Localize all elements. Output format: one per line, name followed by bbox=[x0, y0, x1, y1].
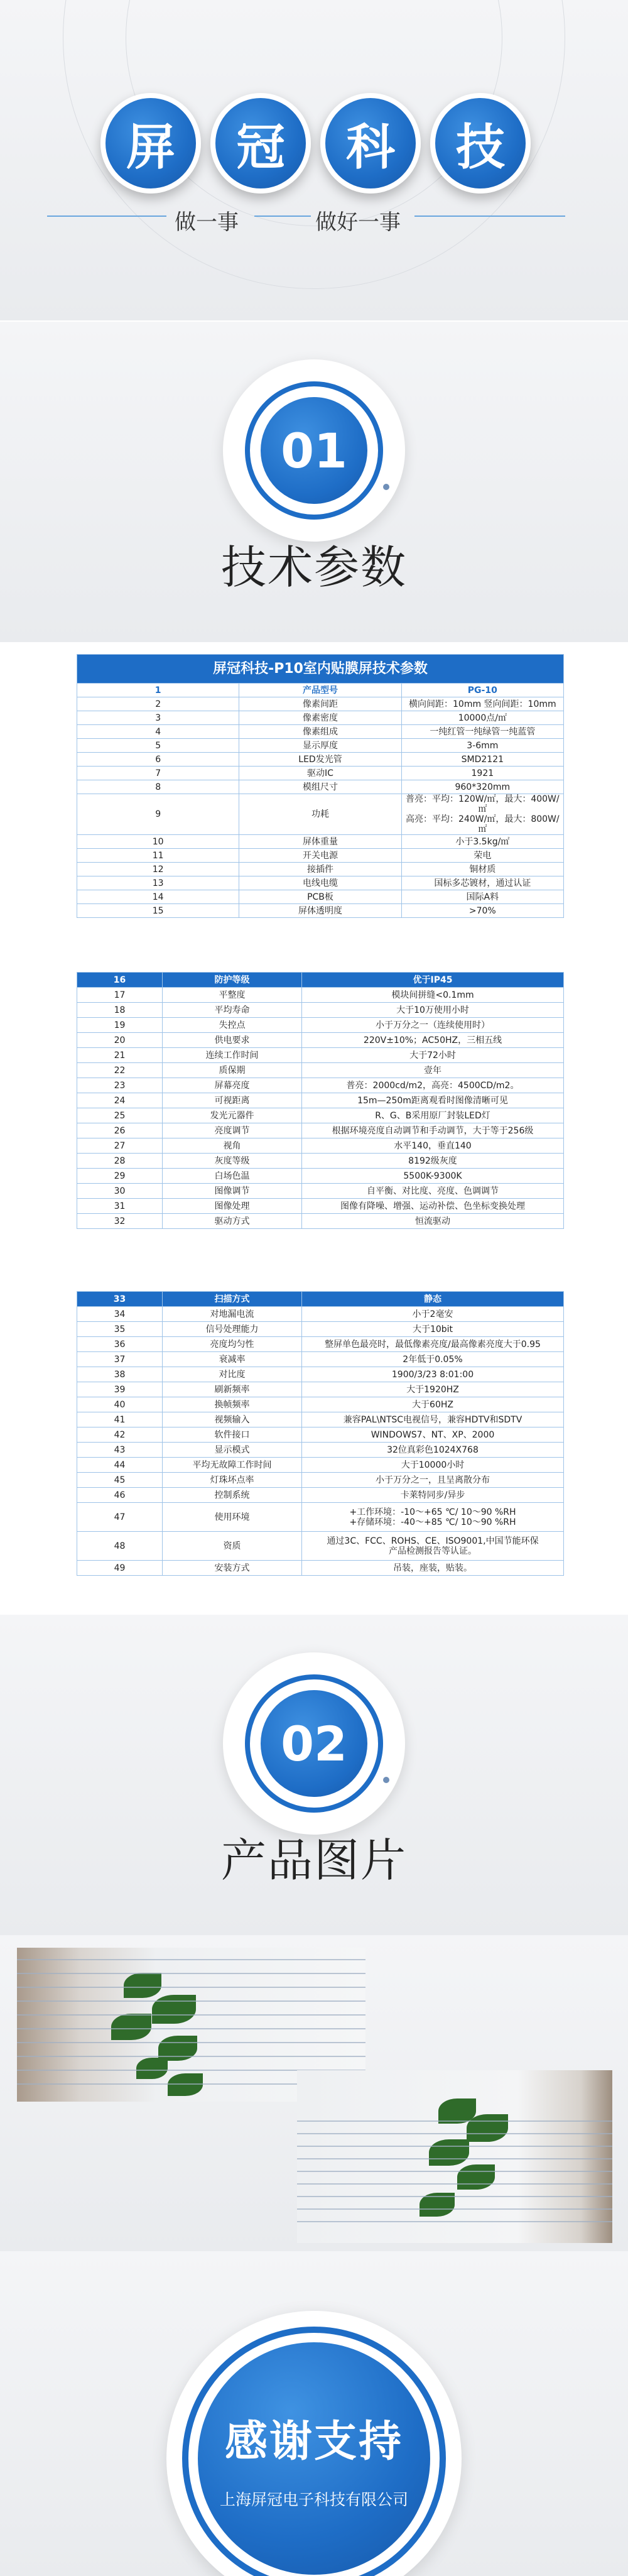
table-row bbox=[77, 890, 564, 904]
table-cell: 小于3.5kg/㎡ bbox=[401, 835, 563, 849]
table-row bbox=[77, 711, 564, 725]
badge-ring bbox=[245, 1674, 383, 1813]
table-cell: 图像有降噪、增强、运动补偿、色坐标变换处理 bbox=[302, 1199, 564, 1214]
table-row bbox=[77, 697, 564, 711]
table-cell: 图像处理 bbox=[163, 1199, 302, 1214]
table-cell: 39 bbox=[77, 1382, 163, 1397]
table-cell: 平均寿命 bbox=[163, 1003, 302, 1018]
table-row bbox=[77, 1138, 564, 1154]
table-cell: 自平衡、对比度、亮度、色调调节 bbox=[302, 1184, 564, 1199]
table-cell: 安装方式 bbox=[163, 1561, 302, 1576]
table-cell: 像素组成 bbox=[239, 725, 401, 739]
table-cell: 46 bbox=[77, 1488, 163, 1503]
table-row bbox=[77, 1443, 564, 1458]
brand-char: 技 bbox=[455, 119, 505, 176]
slogan-2: 做好一事 bbox=[315, 210, 401, 235]
table-cell: 大于10bit bbox=[302, 1322, 564, 1337]
table-cell: 使用环境 bbox=[163, 1503, 302, 1532]
table-cell: 1900/3/23 8:01:00 bbox=[302, 1367, 564, 1382]
table-cell: 4 bbox=[77, 725, 239, 739]
plant-leaf bbox=[168, 2073, 203, 2096]
table-cell: 48 bbox=[77, 1532, 163, 1561]
brand-char: 科 bbox=[345, 119, 395, 176]
table-row bbox=[77, 1048, 564, 1063]
table-cell: 亮度均匀性 bbox=[163, 1337, 302, 1352]
table-row bbox=[77, 1337, 564, 1352]
table-cell: 42 bbox=[77, 1427, 163, 1443]
table-cell: 17 bbox=[77, 988, 163, 1003]
table-row bbox=[77, 1473, 564, 1488]
table-cell: 30 bbox=[77, 1184, 163, 1199]
badge-ring bbox=[245, 381, 383, 520]
table-cell: 电线电缆 bbox=[239, 876, 401, 890]
table-cell: 28 bbox=[77, 1154, 163, 1169]
table-cell: 14 bbox=[77, 890, 239, 904]
table-cell: 图像调节 bbox=[163, 1184, 302, 1199]
divider-line bbox=[47, 216, 166, 217]
table-cell: 11 bbox=[77, 849, 239, 863]
table-cell: 吊装，座装，贴装。 bbox=[302, 1561, 564, 1576]
table-cell: +工作环境：-10～+65 ℃/ 10～90 %RH +存储环境：-40～+85 ℃/ 10～90 %RH bbox=[302, 1503, 564, 1532]
table-cell: 6 bbox=[77, 753, 239, 767]
table-row bbox=[77, 1199, 564, 1214]
table-cell: 功耗 bbox=[239, 794, 401, 835]
table-cell: 发光元器件 bbox=[163, 1108, 302, 1123]
table-cell: 显示厚度 bbox=[239, 739, 401, 753]
footer-section bbox=[0, 2251, 628, 2576]
table-cell: 扫描方式 bbox=[163, 1292, 302, 1307]
table-cell: 水平140，垂直140 bbox=[302, 1138, 564, 1154]
decor-dot bbox=[383, 1777, 389, 1783]
film-line bbox=[297, 2171, 612, 2172]
table-row bbox=[77, 794, 564, 835]
table-cell: 34 bbox=[77, 1307, 163, 1322]
table-row bbox=[77, 1458, 564, 1473]
table-row bbox=[77, 767, 564, 780]
film-line bbox=[17, 2028, 365, 2029]
table-row bbox=[77, 1093, 564, 1108]
table-row bbox=[77, 1018, 564, 1033]
plant-leaf bbox=[429, 2139, 469, 2166]
badge-ring bbox=[182, 2327, 446, 2576]
table-row bbox=[77, 835, 564, 849]
table-row bbox=[77, 1078, 564, 1093]
table-cell: 22 bbox=[77, 1063, 163, 1078]
table-cell: 壹年 bbox=[302, 1063, 564, 1078]
table-cell: 横向间距：10mm 竖向间距：10mm bbox=[401, 697, 563, 711]
brand-char: 屏 bbox=[126, 119, 175, 176]
table-row bbox=[77, 780, 564, 794]
table-cell: 36 bbox=[77, 1337, 163, 1352]
table-cell: >70% bbox=[401, 904, 563, 918]
table-cell: WINDOWS7、NT、XP、2000 bbox=[302, 1427, 564, 1443]
table-cell: 10 bbox=[77, 835, 239, 849]
plant-leaf bbox=[158, 2036, 197, 2061]
table-row bbox=[77, 876, 564, 890]
table-cell: 2年低于0.05% bbox=[302, 1352, 564, 1367]
table-cell: 模组尺寸 bbox=[239, 780, 401, 794]
table-cell: 视频输入 bbox=[163, 1412, 302, 1427]
film-line bbox=[297, 2183, 612, 2185]
table-cell: 普亮：平均：120W/㎡，最大：400W/㎡ 高亮：平均：240W/㎡，最大：800W/㎡ bbox=[401, 794, 563, 835]
table-cell: 10000点/㎡ bbox=[401, 711, 563, 725]
table-cell: 大于10000小时 bbox=[302, 1458, 564, 1473]
table-cell: 静态 bbox=[302, 1292, 564, 1307]
table-cell: 8192级灰度 bbox=[302, 1154, 564, 1169]
table-cell: 像素间距 bbox=[239, 697, 401, 711]
brand-circle bbox=[210, 93, 311, 194]
table-cell: 33 bbox=[77, 1292, 163, 1307]
film-line bbox=[17, 2000, 365, 2002]
table-cell: 灯珠坏点率 bbox=[163, 1473, 302, 1488]
table-cell: 显示模式 bbox=[163, 1443, 302, 1458]
badge-core bbox=[198, 2342, 430, 2575]
table-cell: 13 bbox=[77, 876, 239, 890]
photo-section bbox=[0, 1935, 628, 2251]
table-row bbox=[77, 1214, 564, 1229]
table-cell: 40 bbox=[77, 1397, 163, 1412]
table-row bbox=[77, 1154, 564, 1169]
table-row bbox=[77, 739, 564, 753]
film-line bbox=[297, 2158, 612, 2159]
table-cell: 驱动方式 bbox=[163, 1214, 302, 1229]
decor-dot bbox=[383, 484, 389, 490]
section-number-badge bbox=[223, 359, 405, 542]
table-title: 屏冠科技-P10室内贴膜屏技术参数 bbox=[77, 655, 564, 684]
table-row bbox=[77, 1033, 564, 1048]
table-cell: 信号处理能力 bbox=[163, 1322, 302, 1337]
table-cell: 对比度 bbox=[163, 1367, 302, 1382]
table-cell: 荣电 bbox=[401, 849, 563, 863]
table-row bbox=[77, 1352, 564, 1367]
film-line bbox=[17, 2042, 365, 2043]
table-row bbox=[77, 1003, 564, 1018]
section-title: 产品图片 bbox=[220, 1834, 407, 1887]
table-cell: 41 bbox=[77, 1412, 163, 1427]
table-cell: 通过3C、FCC、ROHS、CE、ISO9001,中国节能环保 产品检测报告等认证。 bbox=[302, 1532, 564, 1561]
table-cell: 铜材质 bbox=[401, 863, 563, 876]
divider-line bbox=[254, 216, 311, 217]
plant-leaf bbox=[152, 1995, 196, 2024]
thanks-text: 感谢支持 bbox=[224, 2416, 403, 2467]
table-cell: 对地漏电流 bbox=[163, 1307, 302, 1322]
section-02 bbox=[0, 1615, 628, 1935]
plant-leaf bbox=[457, 2164, 495, 2190]
film-line bbox=[297, 2196, 612, 2197]
table-cell: 47 bbox=[77, 1503, 163, 1532]
film-line bbox=[297, 2120, 612, 2122]
table-cell: 失控点 bbox=[163, 1018, 302, 1033]
table-cell: 兼容PAL\NTSC电视信号，兼容HDTV和SDTV bbox=[302, 1412, 564, 1427]
table-cell: 小于万分之一，且呈离散分布 bbox=[302, 1473, 564, 1488]
table-cell: 32位真彩色1024X768 bbox=[302, 1443, 564, 1458]
table-row bbox=[77, 1123, 564, 1138]
table-cell: 32 bbox=[77, 1214, 163, 1229]
table-row bbox=[77, 1532, 564, 1561]
table-cell: 23 bbox=[77, 1078, 163, 1093]
table-cell: 优于IP45 bbox=[302, 973, 564, 988]
table-cell: 24 bbox=[77, 1093, 163, 1108]
table-cell: 960*320mm bbox=[401, 780, 563, 794]
table-cell: 19 bbox=[77, 1018, 163, 1033]
table-cell: 开关电源 bbox=[239, 849, 401, 863]
table-cell: 国际A料 bbox=[401, 890, 563, 904]
product-photo-2 bbox=[297, 2070, 612, 2243]
slogan-1: 做一事 bbox=[175, 210, 239, 235]
table-cell: LED发光管 bbox=[239, 753, 401, 767]
table-cell: 1 bbox=[77, 684, 239, 697]
table-cell: 屏体透明度 bbox=[239, 904, 401, 918]
table-cell: 接插件 bbox=[239, 863, 401, 876]
table-row bbox=[77, 988, 564, 1003]
table-row bbox=[77, 1063, 564, 1078]
film-line bbox=[17, 1987, 365, 1988]
spec-table-2 bbox=[77, 972, 564, 1229]
table-row bbox=[77, 1322, 564, 1337]
table-cell: 35 bbox=[77, 1322, 163, 1337]
table-cell: 31 bbox=[77, 1199, 163, 1214]
table-cell: 3-6mm bbox=[401, 739, 563, 753]
table-row bbox=[77, 1412, 564, 1427]
film-line bbox=[297, 2208, 612, 2210]
table-row bbox=[77, 725, 564, 739]
brand-circle bbox=[100, 93, 201, 194]
table-cell: 灰度等级 bbox=[163, 1154, 302, 1169]
table-cell: 大于1920HZ bbox=[302, 1382, 564, 1397]
table-cell: 220V±10%；AC50HZ，三相五线 bbox=[302, 1033, 564, 1048]
table-cell: 供电要求 bbox=[163, 1033, 302, 1048]
table-cell: 小于万分之一（连续使用时） bbox=[302, 1018, 564, 1033]
table-cell: 刷新频率 bbox=[163, 1382, 302, 1397]
table-cell: 38 bbox=[77, 1367, 163, 1382]
table-row bbox=[77, 1488, 564, 1503]
table-cell: 9 bbox=[77, 794, 239, 835]
section-number: 01 bbox=[261, 397, 367, 504]
table-cell: 屏幕亮度 bbox=[163, 1078, 302, 1093]
table-cell: 15 bbox=[77, 904, 239, 918]
film-line bbox=[17, 1973, 365, 1974]
brand-char: 冠 bbox=[236, 119, 285, 176]
table-cell: 白场色温 bbox=[163, 1169, 302, 1184]
film-line bbox=[297, 2221, 612, 2222]
table-cell: 平均无故障工作时间 bbox=[163, 1458, 302, 1473]
table-row bbox=[77, 1382, 564, 1397]
section-number: 02 bbox=[261, 1690, 367, 1797]
table-cell: 根据环境亮度自动调节和手动调节，大于等于256级 bbox=[302, 1123, 564, 1138]
header-section bbox=[0, 0, 628, 320]
table-cell: 国标多芯镀材，通过认证 bbox=[401, 876, 563, 890]
film-line bbox=[297, 2146, 612, 2147]
table-cell: 控制系统 bbox=[163, 1488, 302, 1503]
film-line bbox=[17, 2014, 365, 2016]
table-row bbox=[77, 1108, 564, 1123]
section-title: 技术参数 bbox=[220, 541, 407, 594]
table-cell: 卡莱特同步/异步 bbox=[302, 1488, 564, 1503]
table-cell: 像素密度 bbox=[239, 711, 401, 725]
table-cell: 5 bbox=[77, 739, 239, 753]
table-cell: R、G、B采用原厂封装LED灯 bbox=[302, 1108, 564, 1123]
table-cell: 恒流驱动 bbox=[302, 1214, 564, 1229]
table-cell: PCB板 bbox=[239, 890, 401, 904]
table-cell: 7 bbox=[77, 767, 239, 780]
section-number-badge bbox=[223, 1652, 405, 1835]
table-cell: 18 bbox=[77, 1003, 163, 1018]
plant-leaf bbox=[111, 2014, 151, 2040]
spec-table-1 bbox=[77, 654, 564, 918]
table-cell: 20 bbox=[77, 1033, 163, 1048]
table-cell: 资质 bbox=[163, 1532, 302, 1561]
table-cell: 可视距离 bbox=[163, 1093, 302, 1108]
table-row bbox=[77, 1307, 564, 1322]
table-row bbox=[77, 1367, 564, 1382]
table-cell: 44 bbox=[77, 1458, 163, 1473]
brand-circle bbox=[430, 93, 531, 194]
table-cell: 视角 bbox=[163, 1138, 302, 1154]
table-cell: 26 bbox=[77, 1123, 163, 1138]
table-cell: 25 bbox=[77, 1108, 163, 1123]
table-cell: PG-10 bbox=[401, 684, 563, 697]
table-row bbox=[77, 863, 564, 876]
table-row bbox=[77, 849, 564, 863]
table-cell: 43 bbox=[77, 1443, 163, 1458]
table-cell: SMD2121 bbox=[401, 753, 563, 767]
table-cell: 大于72小时 bbox=[302, 1048, 564, 1063]
table-cell: 软件接口 bbox=[163, 1427, 302, 1443]
table-row bbox=[77, 1503, 564, 1532]
table-cell: 49 bbox=[77, 1561, 163, 1576]
table-cell: 12 bbox=[77, 863, 239, 876]
table-cell: 45 bbox=[77, 1473, 163, 1488]
table-cell: 29 bbox=[77, 1169, 163, 1184]
plant-leaf bbox=[124, 1973, 161, 1998]
table-cell: 模块间拼缝<0.1mm bbox=[302, 988, 564, 1003]
table-cell: 37 bbox=[77, 1352, 163, 1367]
table-cell: 整屏单色最亮时，最低像素亮度/最高像素亮度大于0.95 bbox=[302, 1337, 564, 1352]
table-cell: 普亮：2000cd/m2，高亮：4500CD/m2。 bbox=[302, 1078, 564, 1093]
divider-line bbox=[414, 216, 565, 217]
table-row bbox=[77, 1169, 564, 1184]
table-cell: 一纯红管一纯绿管一纯蓝管 bbox=[401, 725, 563, 739]
table-cell: 2 bbox=[77, 697, 239, 711]
table-row bbox=[77, 1397, 564, 1412]
plant-leaf bbox=[467, 2114, 508, 2142]
table-row bbox=[77, 904, 564, 918]
table-cell: 防护等级 bbox=[163, 973, 302, 988]
brand-circle bbox=[320, 93, 421, 194]
table-cell: 8 bbox=[77, 780, 239, 794]
table-cell: 产品型号 bbox=[239, 684, 401, 697]
table-cell: 15m—250m距离观看时图像清晰可见 bbox=[302, 1093, 564, 1108]
section-01 bbox=[0, 322, 628, 642]
table-cell: 大于60HZ bbox=[302, 1397, 564, 1412]
table-cell: 小于2毫安 bbox=[302, 1307, 564, 1322]
table-cell: 换帧频率 bbox=[163, 1397, 302, 1412]
film-line bbox=[17, 1959, 365, 1960]
table-cell: 16 bbox=[77, 973, 163, 988]
table-cell: 1921 bbox=[401, 767, 563, 780]
table-cell: 21 bbox=[77, 1048, 163, 1063]
table-cell: 亮度调节 bbox=[163, 1123, 302, 1138]
table-cell: 5500K-9300K bbox=[302, 1169, 564, 1184]
table-cell: 27 bbox=[77, 1138, 163, 1154]
table-row bbox=[77, 1427, 564, 1443]
film-line bbox=[17, 2056, 365, 2057]
table-cell: 连续工作时间 bbox=[163, 1048, 302, 1063]
table-row bbox=[77, 753, 564, 767]
table-cell: 驱动IC bbox=[239, 767, 401, 780]
table-row bbox=[77, 1184, 564, 1199]
table-cell: 3 bbox=[77, 711, 239, 725]
company-name: 上海屏冠电子科技有限公司 bbox=[219, 2490, 408, 2509]
plant-leaf bbox=[136, 2058, 168, 2079]
table-cell: 平整度 bbox=[163, 988, 302, 1003]
table-cell: 大于10万使用小时 bbox=[302, 1003, 564, 1018]
film-line bbox=[297, 2133, 612, 2134]
table-row bbox=[77, 1561, 564, 1576]
table-cell: 衰减率 bbox=[163, 1352, 302, 1367]
table-cell: 屏体重量 bbox=[239, 835, 401, 849]
table-cell: 质保期 bbox=[163, 1063, 302, 1078]
thanks-badge bbox=[166, 2311, 462, 2576]
spec-table-3 bbox=[77, 1291, 564, 1576]
